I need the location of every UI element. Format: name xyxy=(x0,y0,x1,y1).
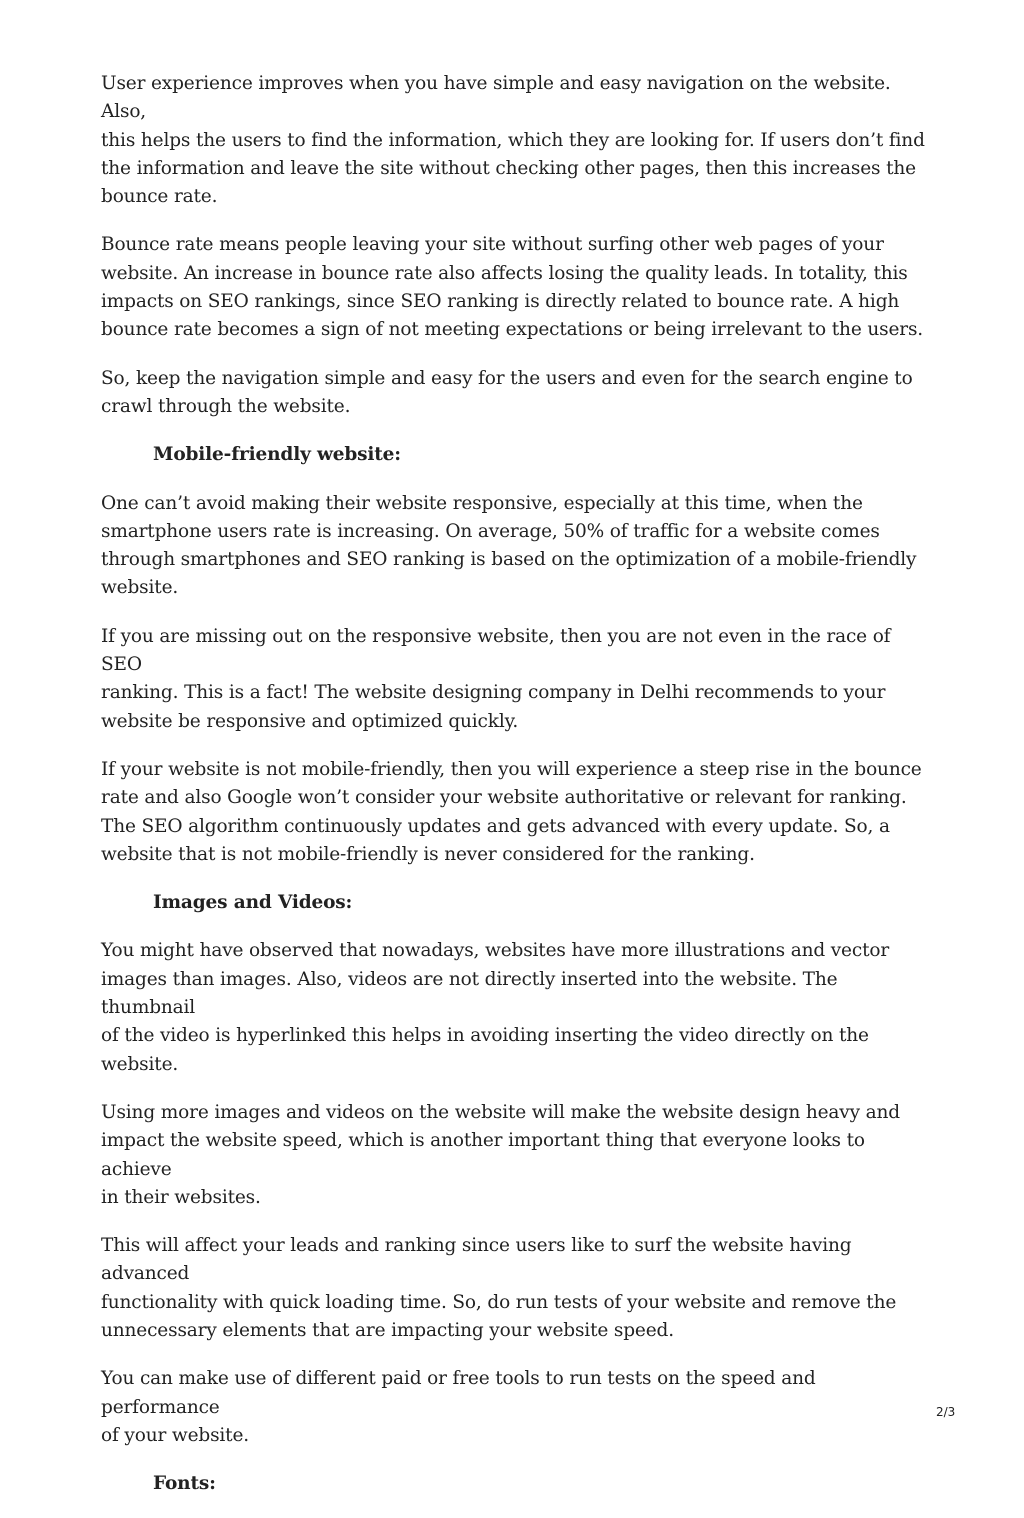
paragraph-responsive-website: One can’t avoid making their website responsive, especially at this time, when the smartphone users rate is increasing. On average, 50% of traffic for a website comes through smartphones and SEO ranking is based on the optimization of a mobile-friendly website. xyxy=(101,492,917,599)
heading-images-videos: Images and Videos: xyxy=(153,892,353,914)
paragraph-website-speed: Using more images and videos on the website will make the website design heavy and impact the website speed, which is another important thing that everyone looks to achieve in their websites. xyxy=(101,1101,900,1208)
heading-mobile-friendly: Mobile-friendly website: xyxy=(153,444,401,466)
document-body xyxy=(101,70,927,1518)
paragraph-bounce-rate: Bounce rate means people leaving your site without surfing other web pages of your website. An increase in bounce rate also affects losing the quality leads. In totality, this impacts on SEO rankings, since SEO ranking is directly related to bounce rate. A high bounce rate becomes a sign of not meeting expectations or being irrelevant to the users. xyxy=(101,234,924,341)
page-number: 2/3 xyxy=(936,1405,956,1419)
paragraph-not-mobile-friendly: If your website is not mobile-friendly, then you will experience a steep rise in the bounce rate and also Google won’t consider your website authoritative or relevant for ranking. The SEO algorithm continuously updates and gets advanced with every update. So, a website that is not mobile-friendly is never considered for the ranking. xyxy=(101,758,922,865)
paragraph-seo-race: If you are missing out on the responsive website, then you are not even in the race of SEO ranking. This is a fact! The website designing company in Delhi recommends to your website be responsive and optimized quickly. xyxy=(101,625,891,732)
paragraph-navigation-user-experience: User experience improves when you have simple and easy navigation on the website. Also, this helps the users to find the information, which they are looking for. If users don’t find the information and leave the site without checking other pages, then this increases the bounce rate. xyxy=(101,73,925,208)
heading-fonts: Fonts: xyxy=(153,1473,216,1495)
paragraph-speed-tools: You can make use of different paid or free tools to run tests on the speed and performance of your website. xyxy=(101,1368,816,1446)
paragraph-illustrations: You might have observed that nowadays, websites have more illustrations and vector images than images. Also, videos are not directly inserted into the website. The thumbnail of the video is hyperlinked this helps in avoiding inserting the video directly on the website. xyxy=(101,940,890,1075)
paragraph-keep-navigation-simple: So, keep the navigation simple and easy for the users and even for the search engine to crawl through the website. xyxy=(101,367,913,417)
paragraph-leads-ranking: This will affect your leads and ranking since users like to surf the website having advanced functionality with quick loading time. So, do run tests of your website and remove the unnecessary elements that are impacting your website speed. xyxy=(101,1235,897,1341)
